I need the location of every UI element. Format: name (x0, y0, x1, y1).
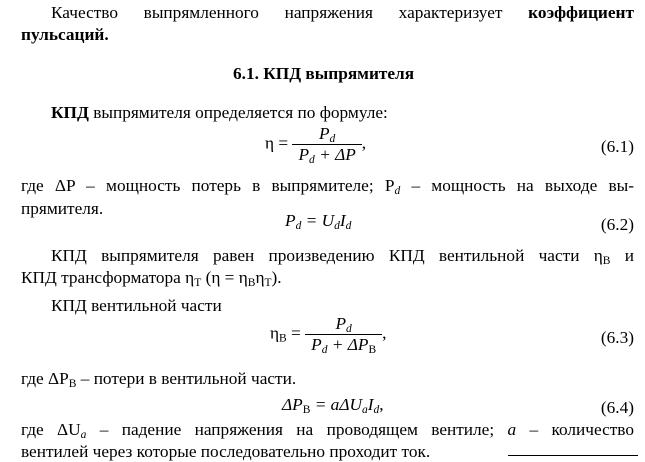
product-text: η (255, 268, 265, 287)
fraction (292, 124, 361, 165)
subscript: d (345, 220, 352, 232)
loss-text: где ΔP – мощность потерь в выпрямителе; P (21, 176, 395, 195)
paragraph-ripple-line1 (21, 3, 634, 23)
footnote-rule (508, 455, 638, 456)
paragraph-product-line2 (21, 268, 282, 288)
subscript: В (279, 332, 287, 345)
fraction (305, 314, 382, 355)
eta-symbol: η (270, 323, 280, 343)
subscript: В (602, 255, 611, 267)
subscript: Т (194, 277, 202, 289)
subscript: d (394, 185, 401, 197)
paragraph-valve-loss (21, 369, 296, 389)
formula-6-2 (285, 211, 351, 231)
paragraph-voltage-drop-line1 (21, 420, 634, 440)
paragraph-ripple-line2: пульсаций. (21, 25, 109, 44)
valve-loss-text: где ΔP (21, 369, 69, 388)
eta-symbol: η (265, 133, 275, 153)
subscript: Т (264, 277, 272, 289)
section-heading: 6.1. КПД выпрямителя (233, 64, 415, 83)
drop-var: a (507, 420, 517, 439)
numerator: P (318, 124, 330, 143)
equals-sign: = (278, 133, 289, 153)
formula-term: I (339, 211, 346, 230)
denominator: P (298, 145, 310, 164)
intro-text: выпрямителя определяется по формуле: (93, 103, 388, 122)
equation-number-6-4: (6.4) (600, 398, 634, 417)
valve-loss-text: – потери в вентильной части. (76, 369, 297, 388)
paragraph-voltage-drop-line2: вентилей через которые последовательно проходит ток. (21, 442, 431, 461)
formula-term: I (367, 395, 374, 414)
denominator: P (311, 335, 322, 354)
subscript: В (368, 344, 377, 356)
comma: , (379, 395, 384, 414)
equation-number-6-2: (6.2) (600, 215, 634, 234)
ripple-text: Качество выпрямленного напряжения характеризует (51, 3, 503, 22)
subscript: d (309, 154, 315, 166)
comma: , (361, 133, 367, 153)
subscript: В (302, 404, 311, 416)
subscript: a (361, 404, 368, 416)
paragraph-efficiency-intro (51, 103, 388, 123)
formula-term: = U (305, 211, 335, 230)
loss-text-end: – мощность на выходе вы- (411, 176, 635, 195)
subscript: d (346, 323, 352, 335)
product-text: КПД выпрямителя равен произведению КПД вентильной части η (51, 246, 603, 265)
denominator-part: + ΔP (319, 145, 356, 164)
paragraph-loss-line1 (21, 176, 634, 196)
subscript: a (80, 429, 87, 441)
denominator-part: + ΔP (331, 335, 369, 354)
subscript: d (334, 220, 340, 232)
comma: , (382, 323, 387, 343)
formula-6-1 (265, 124, 366, 165)
formula-6-4 (282, 395, 384, 415)
formula-term: P (285, 211, 296, 230)
drop-text: где ΔU (21, 420, 81, 439)
subscript: d (321, 344, 328, 356)
product-text: (η = η (201, 268, 248, 287)
subscript: d (295, 220, 302, 232)
drop-text: – количество (529, 420, 634, 439)
ripple-term: коэффициент (528, 3, 634, 22)
kpd-term: КПД (51, 103, 89, 122)
paragraph-loss-line2: прямителя. (21, 199, 104, 218)
paragraph-product-line1 (21, 246, 634, 266)
subscript: В (247, 277, 256, 289)
equation-number-6-3: (6.3) (600, 328, 634, 347)
numerator: P (335, 314, 347, 333)
product-text-end: и (624, 246, 634, 265)
product-text: ). (271, 268, 282, 287)
equals-sign: = (291, 323, 301, 343)
subscript: В (68, 378, 77, 390)
equation-number-6-1: (6.1) (600, 137, 634, 156)
subscript: d (373, 404, 380, 416)
paragraph-valve-part: КПД вентильной части (51, 296, 222, 315)
drop-text: – падение напряжения на проводящем вентиле; (99, 420, 495, 439)
formula-term: ΔP (282, 395, 303, 414)
subscript: d (329, 133, 336, 145)
formula-term: = aΔU (314, 395, 362, 414)
product-text: КПД трансформатора η (21, 268, 195, 287)
formula-6-3 (270, 314, 386, 355)
